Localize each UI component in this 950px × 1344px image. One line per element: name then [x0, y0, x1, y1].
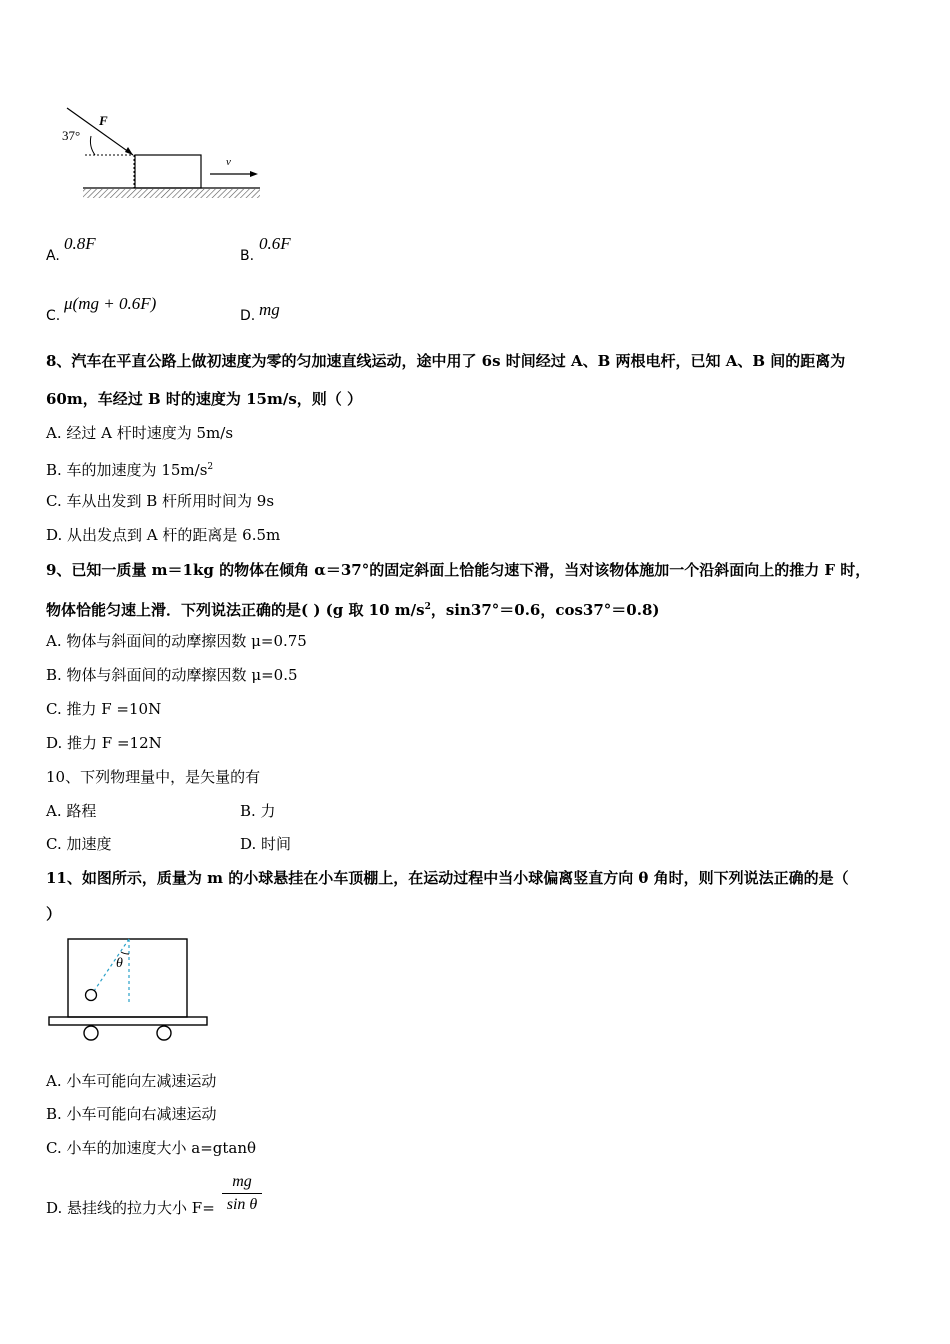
q11-option-b[interactable]: B. 小车可能向右减速运动: [46, 1105, 217, 1123]
fraction-denominator: sin θ: [226, 1196, 258, 1213]
q10-option-a[interactable]: A. 路程: [46, 802, 97, 820]
q11-option-d-fraction: [222, 1172, 262, 1216]
q10-option-c[interactable]: C. 加速度: [46, 835, 112, 853]
q11-option-c[interactable]: C. 小车的加速度大小 a=gtanθ: [46, 1139, 257, 1157]
cart-pendulum-diagram: [45, 935, 215, 1045]
q9-stem-line2-b: ，sin37°＝0.6，cos37°＝0.8): [430, 601, 660, 619]
q8-option-a[interactable]: A. 经过 A 杆时速度为 5m/s: [46, 424, 234, 442]
angle-label: 37°: [62, 128, 81, 143]
q9-option-d[interactable]: D. 推力 F =12N: [46, 734, 162, 752]
q7-option-d-label[interactable]: D.: [240, 308, 256, 324]
q10-stem: 10、下列物理量中，是矢量的有: [46, 768, 261, 786]
fraction-numerator: mg: [222, 1172, 262, 1194]
q7-option-b-label[interactable]: B.: [240, 248, 255, 264]
q10-option-d[interactable]: D. 时间: [240, 835, 292, 853]
q7-option-c-label[interactable]: C.: [46, 308, 61, 324]
q9-option-b[interactable]: B. 物体与斜面间的动摩擦因数 μ=0.5: [46, 666, 298, 684]
q8-option-b-text: B. 车的加速度为 15m/s: [46, 461, 208, 479]
q7-option-b-value: 0.6F: [259, 234, 291, 253]
q9-stem-line1: 9、已知一质量 m＝1kg 的物体在倾角 α＝37°的固定斜面上恰能匀速下滑，当对该物体施加一个沿斜面向上的推力 F 时，: [46, 561, 871, 579]
q9-option-c[interactable]: C. 推力 F =10N: [46, 700, 162, 718]
q9-stem-exponent: 2: [424, 602, 431, 612]
q11-stem-line1: 11、如图所示，质量为 m 的小球悬挂在小车顶棚上，在运动过程中当小球偏离竖直方向 θ 角时，则下列说法正确的是（: [46, 869, 849, 887]
force-label: F: [99, 113, 108, 128]
q7-option-a-value: 0.8F: [64, 234, 96, 253]
q7-option-d-value: mg: [259, 300, 280, 319]
q8-option-b[interactable]: [46, 457, 213, 480]
q8-option-d[interactable]: D. 从出发点到 A 杆的距离是 6.5m: [46, 526, 281, 544]
force-block-diagram: [55, 100, 270, 210]
theta-label: θ: [116, 956, 123, 971]
q7-option-c-value: μ(mg + 0.6F): [64, 294, 157, 313]
q8-stem-line2: 60m，车经过 B 时的速度为 15m/s，则（ ）: [46, 390, 362, 408]
q9-stem-line2-a: 物体恰能匀速上滑．下列说法正确的是( ) (g 取 10 m/s: [46, 601, 425, 619]
q8-stem-line1: 8、汽车在平直公路上做初速度为零的匀加速直线运动，途中用了 6s 时间经过 A、B 两根电杆，已知 A、B 间的距离为: [46, 352, 846, 370]
q9-stem-line2: [46, 597, 660, 620]
velocity-label: v: [226, 156, 231, 168]
q11-option-a[interactable]: A. 小车可能向左减速运动: [46, 1072, 217, 1090]
q10-option-b[interactable]: B. 力: [240, 802, 276, 820]
q8-option-b-exponent: 2: [207, 462, 214, 472]
q11-option-d[interactable]: D. 悬挂线的拉力大小 F=: [46, 1199, 215, 1217]
q11-stem-line2: ）: [46, 905, 62, 923]
q8-option-c[interactable]: C. 车从出发到 B 杆所用时间为 9s: [46, 492, 275, 510]
q7-option-a-label[interactable]: A.: [46, 248, 60, 264]
q9-option-a[interactable]: A. 物体与斜面间的动摩擦因数 μ=0.75: [46, 632, 307, 650]
